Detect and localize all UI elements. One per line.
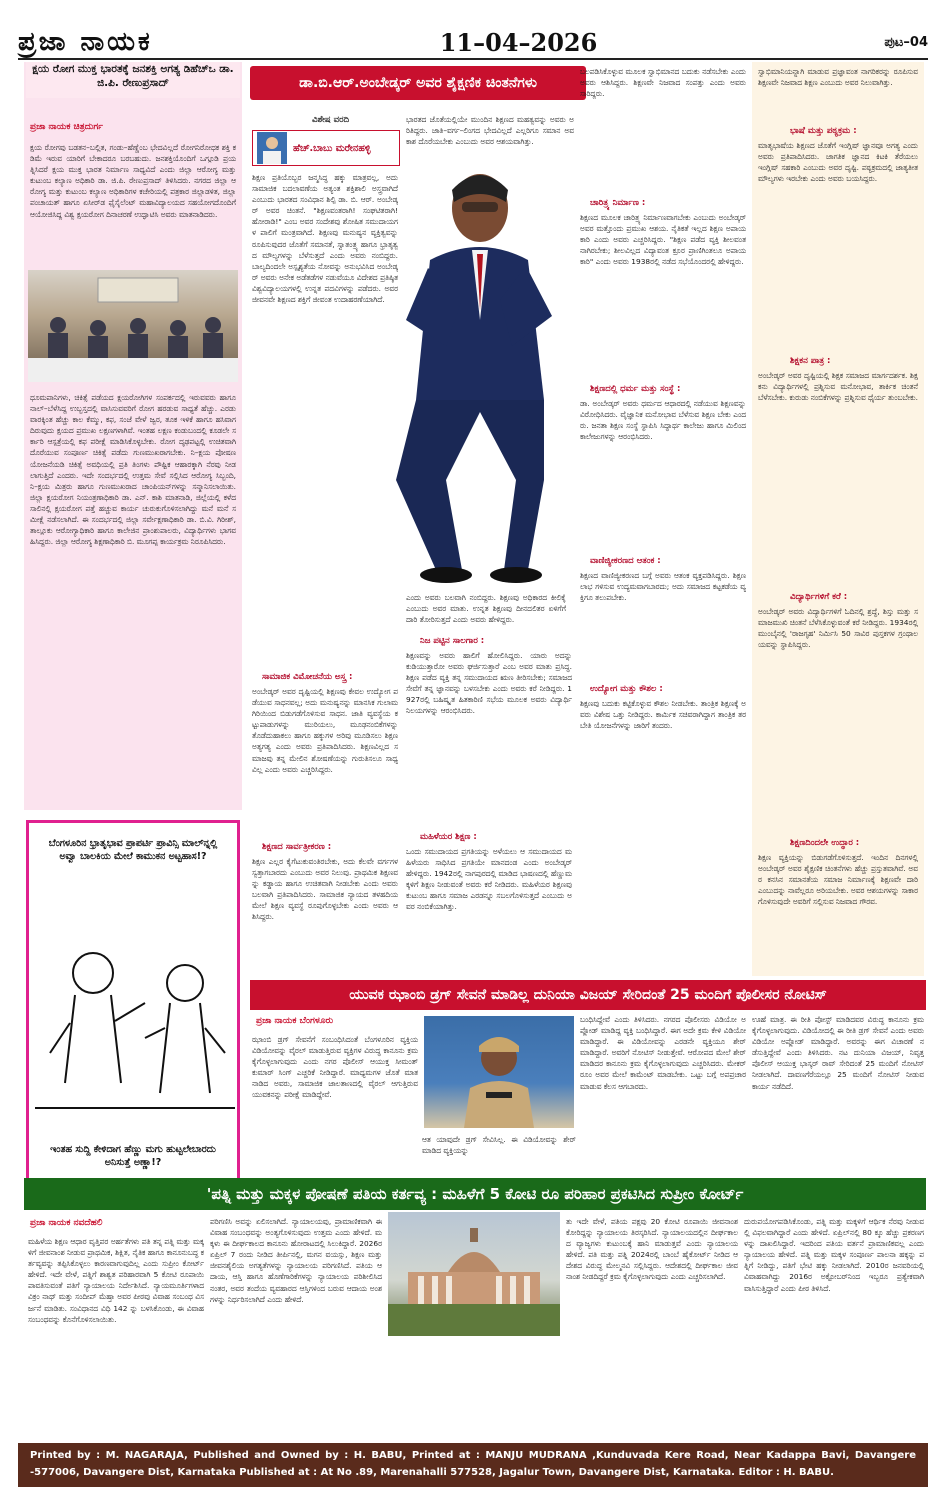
tb-body-para1: ಕ್ಷಯ ರೋಗವು ಬಡತನ–ಬಲ್ಲಿತ, ಗಂಡು–ಹೆಣ್ಣೆಂಬ ಭೇದವಿಲ್ಲದೆ ರೋಗನಿರೋಧಕ ಶಕ್ತಿ ಕಡಿಮೆ ಇರುವ ಯಾರಿಗೆ ಬೇಕಾದರೂ ಬರಬಹುದು. ಜನಶಕ್ತಿಯೊಂದಿಗೆ ಒಗ್ಗೂಡಿ ಪ್ರಯತ್ನಿಸಿದರೆ ಕ್ಷಯ ಮುಕ್ತ ಭಾರತ ನಿರ್ಮಾಣ ಸಾಧ್ಯವಿದೆ ಎಂದು ಜಿಲ್ಲಾ ಆರೋಗ್ಯ ಮತ್ತು ಕುಟುಂಬ ಕಲ್ಯಾಣ ಅಧಿಕಾರಿ ಡಾ. ಜಿ.ಪಿ. ರೇಣುಪ್ರಸಾದ್ ತಿಳಿಸಿದರು. ನಗರದ ಜಿಲ್ಲಾ ಆರೋಗ್ಯ ಮತ್ತು ಕುಟುಂಬ ಕಲ್ಯಾಣ ಅಧಿಕಾರಿಗಳ ಕಚೇರಿಯಲ್ಲಿ ಪತ್ರಕಾರ ಜಿಲ್ಲಾಡಳಿತ, ಜಿಲ್ಲಾ ಪಂಚಾಯತ್ ಹಾಗೂ ಏಸೀರ್‌ಡ ಫೈಸೈಲೆಂಟ್ ಮಹಾವಿದ್ಯಾಲಯದ ಸಹಯೋಗದೊಂದಿಗೆ ಆಯೋಜಿಸಿದ್ದ ವಿಶ್ವ ಕ್ಷಯರೋಗ ದಿನಾಚರಣೆ ಉದ್ಘಾಟಿಸಿ ಅವರು ಮಾತನಾಡಿದರು.	[30, 143, 236, 219]
ambedkar-col3-sub4: ಉದ್ಯೋಗ ಮತ್ತು ಕೌಶಲ :	[590, 684, 663, 694]
court-byline: ಪ್ರಜಾ ನಾಯಕ ನವದೆಹಲಿ	[30, 1218, 103, 1228]
ambedkar-col2-body: ಎಂದು ಅವರು ಬಲವಾಗಿ ನಂಬಿದ್ದರು. ಶಿಕ್ಷಣವು ಅಧಿಕಾರದ ಕೀಲಿಕೈ ಎಂಬುದು ಅವರ ಮಾತು. ಉನ್ನತ ಶಿಕ್ಷಣವು ದೀನದಲಿತರ ಏಳಿಗೆಗೆ ದಾರಿ ತೋರಿಸುತ್ತದೆ ಎಂದು ಅವರು ಹೇಳಿದ್ದರು.	[406, 593, 566, 625]
ambedkar-col3-top: ಬಲಪಡಿಸಿಕೊಳ್ಳುವ ಮೂಲಕ ಸ್ವಾಭಿಮಾನದ ಬದುಕು ನಡೆಸಬೇಕು ಎಂದು ಅವರು ಆಶಿಸಿದ್ದರು. ಶಿಕ್ಷಣವೇ ನಿಜವಾದ ಸಂಪತ್ತು ಎಂದು ಅವರು ಸಾರಿದ್ದರು.	[580, 67, 746, 99]
supreme-court-building-icon	[388, 1212, 560, 1336]
cartoon-caption-bottom: ಇಂತಹ ಸುದ್ದಿ ಕೇಳಿದಾಗ ಹೆಣ್ಣು ಮಗು ಹುಟ್ಟಲೇಬಾರದು ಅನಿಸುತ್ತೆ ಅಣ್ಣಾ!?	[50, 1144, 216, 1168]
ambedkar-col4-sub2: ಶಿಕ್ಷಕನ ಪಾತ್ರ :	[790, 356, 831, 366]
ambedkar-col1-sub2: ಶಿಕ್ಷಣದ ಸಾರ್ವತ್ರೀಕರಣ :	[262, 842, 332, 852]
tb-headline: ಕ್ಷಯ ರೋಗ ಮುಕ್ತ ಭಾರತಕ್ಕೆ ಜನಶಕ್ತಿ ಅಗತ್ಯ ಡಿಹೆಚ್‌ಒ ಡಾ. ಜಿ.ಪಿ. ರೇಣುಪ್ರಸಾದ್	[26, 62, 240, 98]
police-officer-icon	[424, 1016, 574, 1128]
court-col3: ತು ಇದೇ ವೇಳೆ, ಪತಿಯ ಪಕ್ಷವು 20 ಕೋಟಿ ರೂಪಾಯಿ ಜೀವನಾಂಶ ಕೋರಿದ್ದನ್ನು ನ್ಯಾಯಾಲಯ ತಿರಸ್ಕರಿಸಿದೆ. ನ್ಯಾಯಾಲಯದಲ್ಲಿನ ದೀರ್ಘಕಾಲದ ವ್ಯಾಜ್ಯಗಳು ಕುಟುಂಬಕ್ಕೆ ಹಾನಿ ಮಾಡುತ್ತವೆ ಎಂದು ನ್ಯಾಯಾಲಯ ಹೇಳಿದೆ. ಪತಿ ಮತ್ತು ಪತ್ನಿ 2024ರಲ್ಲಿ ಬಾಂಬೆ ಹೈಕೋರ್ಟ್ ನೀಡಿದ ಆದೇಶದ ವಿರುದ್ಧ ಮೇಲ್ಮನವಿ ಸಲ್ಲಿಸಿದ್ದರು. ಆದೇಶದಲ್ಲಿ ದೀರ್ಘಕಾಲ ಜೀವನಾಂಶ ನೀಡದಿದ್ದರೆ ಕ್ರಮ ಕೈಗೊಳ್ಳಲಾಗುವುದು ಎಂದು ಎಚ್ಚರಿಸಲಾಗಿದೆ.	[566, 1217, 738, 1282]
ambedkar-col2-sub2: ಮಹಿಳೆಯರ ಶಿಕ್ಷಣ :	[420, 832, 477, 842]
ambedkar-col2-sub1: ನಿಜ ಪಟ್ಟಿನ ಸಾಲಗಾರ :	[420, 636, 485, 646]
tb-byline: ಪ್ರಜಾ ನಾಯಕ ಚಿತ್ರದುರ್ಗ	[30, 122, 103, 132]
court-col4: ದುರುಪಯೋಗಪಡಿಸಿಕೊಂಡು, ಪತ್ನಿ ಮತ್ತು ಮಕ್ಕಳಿಗೆ ಆರ್ಥಿಕ ನೆರವು ನೀಡುವಲ್ಲಿ ವಿಫಲವಾಗಿದ್ದಾರೆ ಎಂದು ಹೇಳಿದೆ. ಏಪ್ರಿಲ್‌ನಲ್ಲಿ 80 ಕ್ಕೂ ಹೆಚ್ಚು ಪ್ರಕರಣಗಳನ್ನು ದಾಖಲಿಸಿದ್ದಾರೆ. ಇದರಿಂದ ಪತಿಯ ವರ್ತನೆ ಪ್ರಾಮಾಣಿಕವಲ್ಲ ಎಂದು ನ್ಯಾಯಾಲಯ ಹೇಳಿದೆ. ಪತ್ನಿ ಮತ್ತು ಮಕ್ಕಳ ಸಂಪೂರ್ಣ ಪಾಲನಾ ಹಕ್ಕನ್ನು ಪತ್ನಿಗೆ ನೀಡಿದ್ದು, ಪತಿಗೆ ಭೇಟಿ ಹಕ್ಕು ನೀಡಲಾಗಿದೆ. 2010ರ ಜನವರಿಯಲ್ಲಿ ವಿವಾಹವಾಗಿದ್ದು 2016ರ ಅಕ್ಟೋಬರ್‌ನಿಂದ ಇಬ್ಬರೂ ಪ್ರತ್ಯೇಕವಾಗಿ ವಾಸಿಸುತ್ತಿದ್ದಾರೆ ಎಂದು ಪೀಠ ತಿಳಿಸಿದೆ.	[744, 1217, 924, 1293]
tb-body-para2: ಧೂಮಪಾನಿಗಳು, ಚಿಕಿತ್ಸೆ ಪಡೆಯದ ಕ್ಷಯರೋಗಿಗಳ ಸಂಪರ್ಕದಲ್ಲಿ ಇರುವವರು ಹಾಗೂ ನಾಲ್–ಬೆಳೆಸಿದ್ದ ಉಬ್ಬಸ್ತದಲ್ಲಿ ವಾಸಿಸುವವರಿಗೆ ರೋಗ ಹರಡುವ ಸಾಧ್ಯತೆ ಹೆಚ್ಚು. ಎರಡು ವಾರಕ್ಕಿಂತ ಹೆಚ್ಚು ಕಾಲ ಕೆಮ್ಮು, ಕಫ, ಸಂಜೆ ವೇಳೆ ಜ್ವರ, ತೂಕ ಇಳಿಕೆ ಹಾಗೂ ಹಸಿವಾಗದಿರುವುದು ಕ್ಷಯದ ಪ್ರಮುಖ ಲಕ್ಷಣಗಳಾಗಿವೆ. ಇಂತಹ ಲಕ್ಷಣ ಕಂಡುಬಂದಲ್ಲಿ ಕೂಡಲೇ ಸರ್ಕಾರಿ ಆಸ್ಪತ್ರೆಯಲ್ಲಿ ಕಫ ಪರೀಕ್ಷೆ ಮಾಡಿಸಿಕೊಳ್ಳಬೇಕು. ರೋಗ ದೃಢಪಟ್ಟಲ್ಲಿ ಉಚಿತವಾಗಿ ದೊರೆಯುವ ಸಂಪೂರ್ಣ ಚಿಕಿತ್ಸೆ ಪಡೆದು ಗುಣಮುಖರಾಗಬೇಕು. ನಿ–ಕ್ಷಯ ಪೋಷಣ ಯೋಜನೆಯಡಿ ಚಿಕಿತ್ಸೆ ಅವಧಿಯಲ್ಲಿ ಪ್ರತಿ ತಿಂಗಳು ಪೌಷ್ಟಿಕ ಆಹಾರಕ್ಕಾಗಿ ನೆರವು ನೀಡಲಾಗುತ್ತಿದೆ ಎಂದರು. ಇದೇ ಸಂದರ್ಭದಲ್ಲಿ ಉತ್ತಮ ಸೇವೆ ಸಲ್ಲಿಸಿದ ಆರೋಗ್ಯ ಸಿಬ್ಬಂದಿ, ನಿ–ಕ್ಷಯ ಮಿತ್ರರು ಹಾಗೂ ಗುಣಮುಖರಾದ ಚಾಂಪಿಯನ್‌ಗಳನ್ನು ಸನ್ಮಾನಿಸಲಾಯಿತು. ಜಿಲ್ಲಾ ಕ್ಷಯರೋಗ ನಿಯಂತ್ರಣಾಧಿಕಾರಿ ಡಾ. ಎನ್. ಕಾಶಿ ಮಾತನಾಡಿ, ಜಿಲ್ಲೆಯಲ್ಲಿ ಕಳೆದ ಸಾಲಿನಲ್ಲಿ ಕ್ಷಯರೋಗ ಪತ್ತೆ ಹಚ್ಚುವ ಕಾರ್ಯ ಚುರುಕುಗೊಳಿಸಲಾಗಿದ್ದು ಮನೆ ಮನೆ ಸಮೀಕ್ಷೆ ನಡೆಸಲಾಗಿದೆ. ಈ ಸಂದರ್ಭದಲ್ಲಿ ಜಿಲ್ಲಾ ಸರ್ವೇಕ್ಷಣಾಧಿಕಾರಿ ಡಾ. ಬಿ.ವಿ. ಗಿರೀಶ್, ತಾಲ್ಲೂಕು ಆರೋಗ್ಯಾಧಿಕಾರಿ ಹಾಗೂ ಕಾಲೇಜಿನ ಪ್ರಾಂಶುಪಾಲರು, ವಿದ್ಯಾರ್ಥಿಗಳು ಭಾಗವಹಿಸಿದ್ದರು. ಜಿಲ್ಲಾ ಆರೋಗ್ಯ ಶಿಕ್ಷಣಾಧಿಕಾರಿ ಬಿ. ಮೂಗಪ್ಪ ಕಾರ್ಯಕ್ರಮ ನಿರೂಪಿಸಿದರು.	[30, 393, 236, 547]
ambedkar-col1-sub1: ಸಾಮಾಜಿಕ ವಿಮೋಚನೆಯ ಅಸ್ತ್ರ :	[262, 672, 353, 682]
ambedkar-col3-sub1: ಚಾರಿತ್ರ್ಯ ನಿರ್ಮಾಣ :	[590, 198, 646, 208]
police-photo	[424, 1016, 574, 1128]
ambedkar-col3-sub3: ವಾಣಿಜ್ಯೀಕರಣದ ಆತಂಕ :	[590, 556, 661, 566]
drug-headline: ಯುವಕ ಝಾಂಬಿ ಡ್ರಗ್ ಸೇವನೆ ಮಾಡಿಲ್ಲ ದುನಿಯಾ ವಿಜಯ್ ಸೇರಿದಂತೆ 25 ಮಂದಿಗೆ ಪೊಲೀಸರ ನೋಟಿಸ್	[250, 980, 926, 1010]
author-name: ಹೆಚ್.ಬಾಬು ಮರೇನಹಳ್ಳಿ	[293, 142, 371, 154]
ambedkar-col4-body4: ಶಿಕ್ಷಣ ವ್ಯಕ್ತಿಯನ್ನು ಬಿಡುಗಡೆಗೊಳಿಸುತ್ತದೆ. ಇಂದಿನ ದಿನಗಳಲ್ಲಿ ಅಂಬೇಡ್ಕರ್ ಅವರ ಶೈಕ್ಷಣಿಕ ಚಿಂತನೆಗಳು ಹೆಚ್ಚು ಪ್ರಸ್ತುತವಾಗಿವೆ. ಅವರ ಕನಸಿನ ಸಮಾನತೆಯ ಸಮಾಜ ನಿರ್ಮಾಣಕ್ಕೆ ಶಿಕ್ಷಣವೇ ದಾರಿ ಎಂಬುದನ್ನು ನಾವೆಲ್ಲರೂ ಅರಿಯಬೇಕು. ಅವರ ಆಶಯಗಳನ್ನು ಸಾಕಾರಗೊಳಿಸುವುದೇ ಅವರಿಗೆ ಸಲ್ಲಿಸುವ ನಿಜವಾದ ಗೌರವ.	[758, 853, 918, 907]
cartoon-figures-icon	[35, 903, 235, 1123]
court-headline: 'ಪತ್ನಿ ಮತ್ತು ಮಕ್ಕಳ ಪೋಷಣೆ ಪತಿಯ ಕರ್ತವ್ಯ : ಮಹಿಳೆಗೆ 5 ಕೋಟಿ ರೂ ಪರಿಹಾರ ಪ್ರಕಟಿಸಿದ ಸುಪ್ರೀಂ ಕೋರ್ಟ್	[24, 1178, 926, 1210]
newspaper-name: ಪ್ರಜಾ ನಾಯಕ	[18, 26, 153, 57]
ambedkar-col4-body2: ಅಂಬೇಡ್ಕರ್ ಅವರ ದೃಷ್ಟಿಯಲ್ಲಿ ಶಿಕ್ಷಕ ಸಮಾಜದ ಮಾರ್ಗದರ್ಶಕ. ಶಿಕ್ಷಕನು ವಿದ್ಯಾರ್ಥಿಗಳಲ್ಲಿ ಪ್ರಶ್ನಿಸುವ ಮನೋಭಾವ, ತಾರ್ಕಿಕ ಚಿಂತನೆ ಬೆಳೆಸಬೇಕು. ಕುರುಡು ನಂಬಿಕೆಗಳನ್ನು ಪ್ರಶ್ನಿಸುವ ಧೈರ್ಯ ತುಂಬಬೇಕು.	[758, 371, 918, 403]
ambedkar-col3-body4: ಶಿಕ್ಷಣವು ಬದುಕು ಕಟ್ಟಿಕೊಳ್ಳುವ ಕೌಶಲ ನೀಡಬೇಕು. ತಾಂತ್ರಿಕ ಶಿಕ್ಷಣಕ್ಕೆ ಅವರು ವಿಶೇಷ ಒತ್ತು ನೀಡಿದ್ದರು. ಕಾರ್ಮಿಕ ಸಚಿವರಾಗಿದ್ದಾಗ ತಾಂತ್ರಿಕ ತರಬೇತಿ ಯೋಜನೆಗಳನ್ನು ಜಾರಿಗೆ ತಂದರು.	[580, 699, 746, 731]
author-avatar-icon	[257, 132, 287, 164]
ambedkar-col1-body2: ಶಿಕ್ಷಣ ಎಲ್ಲರ ಕೈಗೆಟುಕುವಂತಿರಬೇಕು, ಅದು ಕೆಲವೇ ವರ್ಗಗಳ ಸ್ವತ್ತಾಗಬಾರದು ಎಂಬುದು ಅವರ ನಿಲುವು. ಪ್ರಾಥಮಿಕ ಶಿಕ್ಷಣವನ್ನು ಕಡ್ಡಾಯ ಹಾಗೂ ಉಚಿತವಾಗಿ ನೀಡಬೇಕು ಎಂದು ಅವರು ಬಲವಾಗಿ ಪ್ರತಿಪಾದಿಸಿದರು. ಸಾಮಾಜಿಕ ನ್ಯಾಯದ ತಳಹದಿಯ ಮೇಲೆ ಶಿಕ್ಷಣ ವ್ಯವಸ್ಥೆ ರೂಪುಗೊಳ್ಳಬೇಕು ಎಂದು ಅವರು ಆಶಿಸಿದ್ದರು.	[252, 857, 398, 922]
ambedkar-col4-sub4: ಶಿಕ್ಷಣದಿಂದಲೇ ಉದ್ಧಾರ :	[790, 838, 860, 848]
ambedkar-col2-top: ಭಾರತದ ಜೊತೆಯಲ್ಲಿಯೇ ಮುಂದಿನ ಶಿಕ್ಷಣದ ಮಹತ್ವವನ್ನು ಅವರು ಅರಿತಿದ್ದರು. ಜಾತಿ–ವರ್ಗ–ಲಿಂಗದ ಭೇದವಿಲ್ಲದೆ ಎಲ್ಲರಿಗೂ ಸಮಾನ ಅವಕಾಶ ದೊರೆಯಬೇಕು ಎಂಬುದು ಅವರ ಆಶಯವಾಗಿತ್ತು.	[406, 115, 574, 147]
masthead	[18, 26, 928, 60]
court-col1: ಮಹಿಳೆಯ ಶಿಕ್ಷಣ ಆಧಾರ ವೃತ್ತಿಪರ ಅರ್ಹತೆಗಳು ಪತಿ ತನ್ನ ಪತ್ನಿ ಮತ್ತು ಮಕ್ಕಳಿಗೆ ಜೀವನಾಂಶ ನೀಡುವ ಪ್ರಾಥಮಿಕ, ಶಿಕ್ಷಿತ, ನೈತಿಕ ಹಾಗೂ ಕಾನೂನುಬದ್ಧ ಕರ್ತವ್ಯವನ್ನು ತಪ್ಪಿಸಿಕೊಳ್ಳಲು ಕಾರಣವಾಗುವುದಿಲ್ಲ ಎಂದು ಸುಪ್ರೀಂ ಕೋರ್ಟ್ ಹೇಳಿದೆ. ಇದೇ ವೇಳೆ, ಪತ್ನಿಗೆ ಶಾಶ್ವತ ಪರಿಹಾರವಾಗಿ 5 ಕೋಟಿ ರೂಪಾಯಿ ಪಾವತಿಸುವಂತೆ ಪತಿಗೆ ನ್ಯಾಯಾಲಯ ನಿರ್ದೇಶಿಸಿದೆ. ನ್ಯಾಯಮೂರ್ತಿಗಳಾದ ವಿಕ್ರಂ ನಾಥ್ ಮತ್ತು ಸಂದೀಪ್ ಮೆಹ್ತಾ ಅವರ ಪೀಠವು ವಿವಾಹ ಸಂಬಂಧ ವಿಸರ್ಜನೆ ಮಾಡಿತು. ಸಂವಿಧಾನದ ವಿಧಿ 142 ನ್ನು ಬಳಸಿಕೊಂಡು, ಈ ವಿವಾಹ ಸಂಬಂಧವನ್ನು ಕೊನೆಗೊಳಿಸಲಾಯಿತು.	[28, 1237, 204, 1324]
ambedkar-col3-sub2: ಶಿಕ್ಷಣದಲ್ಲಿ ಧರ್ಮ ಮತ್ತು ಸಂಸ್ಥೆ :	[590, 384, 681, 394]
drug-photo-caption: ಆತ ಯಾವುದೇ ಡ್ರಗ್ ಸೇವಿಸಿಲ್ಲ. ಈ ವಿಡಿಯೋವನ್ನು ಶೇರ್ ಮಾಡಿದ ವ್ಯಕ್ತಿಯನ್ನು	[422, 1135, 576, 1156]
ambedkar-col3-body3: ಶಿಕ್ಷಣದ ವಾಣಿಜ್ಯೀಕರಣದ ಬಗ್ಗೆ ಅವರು ಆತಂಕ ವ್ಯಕ್ತಪಡಿಸಿದ್ದರು. ಶಿಕ್ಷಣ ಲಾಭ ಗಳಿಸುವ ಉದ್ಯಮವಾಗಬಾರದು; ಅದು ಸಮಾಜದ ಕಟ್ಟಕಡೆಯ ವ್ಯಕ್ತಿಗೂ ತಲುಪಬೇಕು.	[580, 571, 746, 603]
imprint-footer: Printed by : M. NAGARAJA, Published and Owned by : H. BABU, Printed at : MANJU MUDRANA ,Kunduvada Kere Road, Near Kadappa Bavi, Davangere -577006, Davangere Dist, Karnataka Published at : At No .89, Marenahalli 577528, Jagalur Town, Davangere Dist, Karnataka. Editor : H. BABU.	[18, 1443, 928, 1487]
drug-col2: ಬಂಧಿಸಿದ್ದೇವೆ ಎಂದು ತಿಳಿಸಿದರು. ನಗರದ ಪೊಲೀಸರು ವಿಡಿಯೋ ಅಪ್ಲೋಡ್ ಮಾಡಿದ್ದ ವ್ಯಕ್ತಿ ಬಂಧಿಸಿದ್ದಾರೆ. ಈಗ ಅದೇ ಕ್ರಮ ಕೇಳಿ ವಿಡಿಯೋ ಮಾಡಿದ್ದಾರೆ. ಈ ವಿಡಿಯೋವನ್ನು ಎರಡನೇ ವ್ಯಕ್ತಿಯೂ ಶೇರ್ ಮಾಡಿದ್ದಾರೆ. ಅವರಿಗೆ ನೋಟಿಸ್ ನೀಡುತ್ತೇವೆ. ಆರೋಪದ ಮೇಲೆ ಶೇರ್ ಮಾಡಿದರ ಕಾನೂನು ಕ್ರಮ ಕೈಗೊಳ್ಳಲಾಗುವುದು ಎಚ್ಚರಿಸಿದರು. ಮೇಕರ್ ರೂಂ ಅವರ ಮೇಲೆ ಕಾಮೆಂಟ್ ಮಾಡಬೇಕು. ಒಟ್ಟು ಬಗ್ಗೆ ಅಪಪ್ರಚಾರ ಮಾಡುವ ಕೆಲಸ ಆಗಬಾರದು.	[580, 1015, 746, 1091]
drug-byline: ಪ್ರಜಾ ನಾಯಕ ಬೆಂಗಳೂರು	[256, 1016, 334, 1026]
ambedkar-kicker: ವಿಶೇಷ ವರದಿ	[312, 115, 350, 125]
court-col2: ಪರಿಗಣಿಸಿ ಅವನ್ನು ಏಲಿಸಲಾಗಿದೆ. ನ್ಯಾಯಾಲಯವು, ಪ್ರಾಮಾಣಿಕವಾಗಿ ಈ ವಿವಾಹ ಸಂಬಂಧವನ್ನು ಅಂತ್ಯಗೊಳಿಸುವುದು ಉತ್ತಮ ಎಂದು ಹೇಳಿದೆ. ಮಕ್ಕಳು ಈ ದೀರ್ಘಕಾಲದ ಕಾನೂನು ಹೋರಾಟದಲ್ಲಿ ಸಿಲುಕಿದ್ದಾರೆ. 2026ರ ಏಪ್ರಿಲ್ 7 ರಂದು ನೀಡಿದ ತೀರ್ಪಿನಲ್ಲಿ, ಮಗನ ವಯಸ್ಸು, ಶಿಕ್ಷಣ ಮತ್ತು ಜೀವನಶೈಲಿಯ ಅಗತ್ಯತೆಗಳನ್ನು ನ್ಯಾಯಾಲಯ ಪರಿಗಣಿಸಿದೆ. ಪತಿಯ ಆದಾಯ, ಆಸ್ತಿ ಹಾಗೂ ಹೊಣೆಗಾರಿಕೆಗಳನ್ನು ನ್ಯಾಯಾಲಯ ಪರಿಶೀಲಿಸಿದ ನಂತರ, ಅವರ ತಂದೆಯ ವ್ಯವಹಾರದ ಆಸ್ತಿಗಳಿಂದ ಬರುವ ಆದಾಯ ಅಂಶಗಳನ್ನು ನಿರ್ಧರಿಸಲಾಗಿದೆ ಎಂದು ಹೇಳಿದೆ.	[210, 1217, 382, 1304]
ambedkar-col3-body2: ಡಾ. ಅಂಬೇಡ್ಕರ್ ಅವರು ಧರ್ಮದ ಆಧಾರದಲ್ಲಿ ನಡೆಯುವ ಶಿಕ್ಷಣವನ್ನು ವಿರೋಧಿಸಿದರು. ವೈಜ್ಞಾನಿಕ ಮನೋಭಾವ ಬೆಳೆಸುವ ಶಿಕ್ಷಣ ಬೇಕು ಎಂದರು. ಜನತಾ ಶಿಕ್ಷಣ ಸಂಸ್ಥೆ ಸ್ಥಾಪಿಸಿ ಸಿದ್ಧಾರ್ಥ ಕಾಲೇಜು ಹಾಗೂ ಮಿಲಿಂದ ಕಾಲೇಜುಗಳನ್ನು ಆರಂಭಿಸಿದರು.	[580, 399, 746, 442]
issue-date: 11–04–2026	[439, 27, 598, 57]
page-number: ಪುಟ–04	[884, 34, 928, 50]
ambedkar-col4-top: ಸ್ವಾಭಿಮಾನಿಯನ್ನಾಗಿ ಮಾಡುವ ಪ್ರಜ್ಞಾವಂತ ನಾಗರಿಕರನ್ನು ರೂಪಿಸುವ ಶಿಕ್ಷಣವೇ ನಿಜವಾದ ಶಿಕ್ಷಣ ಎಂಬುದು ಅವರ ನಿಲುವಾಗಿತ್ತು.	[758, 67, 918, 88]
ambedkar-col4-body3: ಅಂಬೇಡ್ಕರ್ ಅವರು ವಿದ್ಯಾರ್ಥಿಗಳಿಗೆ ಓದಿನಲ್ಲಿ ಶ್ರದ್ಧೆ, ಶಿಸ್ತು ಮತ್ತು ಸಮಾಜಮುಖಿ ಚಿಂತನೆ ಬೆಳೆಸಿಕೊಳ್ಳುವಂತೆ ಕರೆ ನೀಡಿದ್ದರು. 1934ರಲ್ಲಿ ಮುಂಬೈನಲ್ಲಿ 'ರಾಜಗೃಹ' ನಿರ್ಮಿಸಿ 50 ಸಾವಿರ ಪುಸ್ತಕಗಳ ಗ್ರಂಥಾಲಯವನ್ನು ಸ್ಥಾಪಿಸಿದ್ದರು.	[758, 607, 918, 650]
drug-col1: ಝಾಂಬಿ ಡ್ರಗ್ ಸೇವನೆಗೆ ಸಂಬಂಧಿಸಿದಂತೆ ಬೆಂಗಳೂರಿನ ವ್ಯಕ್ತಿಯ ವಿಡಿಯೋವನ್ನು ವೈರಲ್ ಮಾಡುತ್ತಿರುವ ವ್ಯಕ್ತಿಗಳ ವಿರುದ್ಧ ಕಾನೂನು ಕ್ರಮ ಕೈಗೊಳ್ಳಲಾಗುವುದು ಎಂದು ನಗರ ಪೊಲೀಸ್ ಆಯುಕ್ತ ಸೀಮಂತ್ ಕುಮಾರ್ ಸಿಂಗ್ ಎಚ್ಚರಿಕೆ ನೀಡಿದ್ದಾರೆ. ಮಾಧ್ಯಮಗಳ ಜೊತೆ ಮಾತನಾಡಿದ ಅವರು, ಸಾಮಾಜಿಕ ಜಾಲತಾಣದಲ್ಲಿ ವೈರಲ್ ಆಗುತ್ತಿರುವ ಯುವಕನನ್ನು ಪರೀಕ್ಷೆ ಮಾಡಿದ್ದೇವೆ.	[252, 1035, 418, 1100]
court-photo	[388, 1212, 560, 1336]
ambedkar-col4-sub3: ವಿದ್ಯಾರ್ಥಿಗಳಿಗೆ ಕರೆ :	[790, 592, 848, 602]
ambedkar-col2-body1: ಶಿಕ್ಷಣವನ್ನು ಅವರು ಹಾಲಿಗೆ ಹೋಲಿಸಿದ್ದರು. ಯಾರು ಅದನ್ನು ಕುಡಿಯುತ್ತಾರೋ ಅವರು ಘರ್ಜಿಸುತ್ತಾರೆ ಎಂಬ ಅವರ ಮಾತು ಪ್ರಸಿದ್ಧ. ಶಿಕ್ಷಣ ಪಡೆದ ವ್ಯಕ್ತಿ ತನ್ನ ಸಮುದಾಯದ ಋಣ ತೀರಿಸಬೇಕು; ಸಮಾಜದ ಸೇವೆಗೆ ತನ್ನ ಜ್ಞಾನವನ್ನು ಬಳಸಬೇಕು ಎಂದು ಅವರು ಕರೆ ನೀಡಿದ್ದರು. 1927ರಲ್ಲಿ ಬಹಿಷ್ಕೃತ ಹಿತಕಾರಿಣಿ ಸಭೆಯ ಮೂಲಕ ಅವರು ವಿದ್ಯಾರ್ಥಿ ನಿಲಯಗಳನ್ನು ಆರಂಭಿಸಿದರು.	[406, 651, 572, 716]
ambedkar-col3-body1: ಶಿಕ್ಷಣದ ಮೂಲಕ ಚಾರಿತ್ರ್ಯ ನಿರ್ಮಾಣವಾಗಬೇಕು ಎಂಬುದು ಅಂಬೇಡ್ಕರ್ ಅವರ ಮತ್ತೊಂದು ಪ್ರಮುಖ ಆಶಯ. ನೈತಿಕತೆ ಇಲ್ಲದ ಶಿಕ್ಷಣ ಅಪಾಯಕಾರಿ ಎಂದು ಅವರು ಎಚ್ಚರಿಸಿದ್ದರು. "ಶಿಕ್ಷಣ ಪಡೆದ ವ್ಯಕ್ತಿ ಶೀಲವಂತನಾಗಿರಬೇಕು; ಶೀಲವಿಲ್ಲದ ವಿದ್ಯಾವಂತ ಕ್ರೂರ ಪ್ರಾಣಿಗಿಂತಲೂ ಅಪಾಯಕಾರಿ" ಎಂದು ಅವರು 1938ರಲ್ಲಿ ನಡೆದ ಸಭೆಯೊಂದರಲ್ಲಿ ಹೇಳಿದ್ದರು.	[580, 213, 746, 267]
ambedkar-col4-body1: ಮಾತೃಭಾಷೆಯ ಶಿಕ್ಷಣದ ಜೊತೆಗೆ ಇಂಗ್ಲಿಷ್ ಜ್ಞಾನವೂ ಅಗತ್ಯ ಎಂದು ಅವರು ಪ್ರತಿಪಾದಿಸಿದರು. ಜಾಗತಿಕ ಜ್ಞಾನದ ಕಿಟಕಿ ತೆರೆಯಲು ಇಂಗ್ಲಿಷ್ ಸಹಕಾರಿ ಎಂಬುದು ಅವರ ದೃಷ್ಟಿ. ಪಠ್ಯಕ್ರಮದಲ್ಲಿ ಜಾತ್ಯತೀತ ಮೌಲ್ಯಗಳು ಇರಬೇಕು ಎಂದು ಅವರು ಬಯಸಿದ್ದರು.	[758, 141, 918, 184]
ambedkar-col4-sub1: ಭಾಷೆ ಮತ್ತು ಪಠ್ಯಕ್ರಮ :	[790, 126, 857, 136]
ambedkar-figure-icon	[376, 150, 576, 590]
ambedkar-headline: ಡಾ.ಬಿ.ಆರ್.ಅಂಬೇಡ್ಕರ್ ಅವರ ಶೈಕ್ಷಣಿಕ ಚಿಂತನೆಗಳು	[250, 66, 586, 100]
ambedkar-col1-intro: ಶಿಕ್ಷಣ ಪ್ರತಿಯೊಬ್ಬರ ಜನ್ಮಸಿದ್ಧ ಹಕ್ಕು ಮಾತ್ರವಲ್ಲ, ಅದು ಸಾಮಾಜಿಕ ಬದಲಾವಣೆಯ ಅತ್ಯಂತ ಶಕ್ತಿಶಾಲಿ ಅಸ್ತ್ರವಾಗಿದೆ ಎಂಬುದು ಭಾರತದ ಸಂವಿಧಾನ ಶಿಲ್ಪಿ ಡಾ. ಬಿ. ಆರ್. ಅಂಬೇಡ್ಕರ್ ಅವರ ಚಿಂತನೆ. "ಶಿಕ್ಷಣವಂತರಾಗಿ! ಸಂಘಟಿತರಾಗಿ! ಹೋರಾಡಿ!" ಎಂಬ ಅವರ ಸಂದೇಶವು ಶೋಷಿತ ಸಮುದಾಯಗಳ ಪಾಲಿಗೆ ಮಂತ್ರವಾಗಿದೆ. ಶಿಕ್ಷಣವು ಮನುಷ್ಯನ ವ್ಯಕ್ತಿತ್ವವನ್ನು ರೂಪಿಸುವುದರ ಜೊತೆಗೆ ಸಮಾನತೆ, ಸ್ವಾತಂತ್ರ್ಯ ಹಾಗೂ ಭ್ರಾತೃತ್ವದ ಮೌಲ್ಯಗಳನ್ನು ಬೆಳೆಸುತ್ತದೆ ಎಂದು ಅವರು ನಂಬಿದ್ದರು. ಬಾಲ್ಯದಿಂದಲೇ ಅಸ್ಪೃಶ್ಯತೆಯ ನೋವನ್ನು ಅನುಭವಿಸಿದ ಅಂಬೇಡ್ಕರ್ ಅವರು ಅನೇಕ ಅಡೆತಡೆಗಳ ನಡುವೆಯೂ ವಿದೇಶದ ಪ್ರತಿಷ್ಠಿತ ವಿಶ್ವವಿದ್ಯಾಲಯಗಳಲ್ಲಿ ಉನ್ನತ ಪದವಿಗಳನ್ನು ಪಡೆದರು. ಅವರ ಜೀವನವೇ ಶಿಕ್ಷಣದ ಶಕ್ತಿಗೆ ಜೀವಂತ ಉದಾಹರಣೆಯಾಗಿದೆ.	[252, 173, 398, 305]
meeting-photo-icon	[28, 270, 238, 382]
drug-col3: ಊಹೆ ಮಾತ್ರ. ಈ ರೀತಿ ಪೋಸ್ಟ್ ಮಾಡಿದವರ ವಿರುದ್ಧ ಕಾನೂನು ಕ್ರಮ ಕೈಗೊಳ್ಳಲಾಗುವುದು. ವಿಡಿಯೋದಲ್ಲಿ ಈ ರೀತಿ ಡ್ರಗ್ ಸೇವನೆ ಎಂದು ಅವರು ವಿಡಿಯೋ ಅಪ್ಲೋಡ್ ಮಾಡಿದ್ದಾರೆ. ಅವರನ್ನು ಈಗ ವಿಚಾರಣೆ ನಡೆಸುತ್ತಿದ್ದೇವೆ ಎಂದು ತಿಳಿಸಿದರು. ನಟ ದುನಿಯಾ ವಿಜಯ್, ನಿವೃತ್ತ ಪೊಲೀಸ್ ಆಯುಕ್ತ ಭಾಸ್ಕರ್ ರಾವ್ ಸೇರಿದಂತೆ 25 ಮಂದಿಗೆ ನೋಟಿಸ್ ನೀಡಲಾಗಿದೆ. ದಾವಣಗೆರೆಯಲ್ಲೂ 25 ಮಂದಿಗೆ ನೋಟಿಸ್ ನೀಡುವ ಕಾರ್ಯ ನಡೆದಿದೆ.	[752, 1015, 924, 1091]
ambedkar-col2-body2: ಒಂದು ಸಮುದಾಯದ ಪ್ರಗತಿಯನ್ನು ಅಳೆಯಲು ಆ ಸಮುದಾಯದ ಮಹಿಳೆಯರು ಸಾಧಿಸಿದ ಪ್ರಗತಿಯೇ ಮಾನದಂಡ ಎಂದು ಅಂಬೇಡ್ಕರ್ ಹೇಳಿದ್ದರು. 1942ರಲ್ಲಿ ನಾಗಪುರದಲ್ಲಿ ಮಾಡಿದ ಭಾಷಣದಲ್ಲಿ ಹೆಣ್ಣುಮಕ್ಕಳಿಗೆ ಶಿಕ್ಷಣ ನೀಡುವಂತೆ ಅವರು ಕರೆ ನೀಡಿದರು. ಮಹಿಳೆಯರ ಶಿಕ್ಷಣವು ಕುಟುಂಬ ಹಾಗೂ ಸಮಾಜ ಎರಡನ್ನೂ ಸಬಲಗೊಳಿಸುತ್ತದೆ ಎಂಬುದು ಅವರ ನಂಬಿಕೆಯಾಗಿತ್ತು.	[406, 847, 572, 912]
cartoon-caption-top: ಬೆಂಗಳೂರಿನ ಭ್ರಾತೃಭಾವ ಪ್ರಾಪರ್ಟಿ ಪ್ರಾವಿನ್ಸಿ ಮಾಲ್‌ನ್ನಲ್ಲಿ ಅವ್ವಾ ಬಾಲಕಿಯ ಮೇಲೆ ಕಾಮುಕನ ಅಟ್ಟಹಾಸ!?	[48, 838, 218, 862]
meeting-photo	[28, 270, 238, 382]
ambedkar-col1-body1: ಅಂಬೇಡ್ಕರ್ ಅವರ ದೃಷ್ಟಿಯಲ್ಲಿ ಶಿಕ್ಷಣವು ಕೇವಲ ಉದ್ಯೋಗ ಪಡೆಯುವ ಸಾಧನವಲ್ಲ; ಅದು ಮನುಷ್ಯನನ್ನು ಮಾನಸಿಕ ಗುಲಾಮಗಿರಿಯಿಂದ ಬಿಡುಗಡೆಗೊಳಿಸುವ ಸಾಧನ. ಜಾತಿ ವ್ಯವಸ್ಥೆಯ ಕಟ್ಟುಪಾಡುಗಳನ್ನು ಮುರಿಯಲು, ಮೂಢನಂಬಿಕೆಗಳನ್ನು ತೊಡೆದುಹಾಕಲು ಹಾಗೂ ಹಕ್ಕುಗಳ ಅರಿವು ಮೂಡಿಸಲು ಶಿಕ್ಷಣ ಅತ್ಯಗತ್ಯ ಎಂದು ಅವರು ಪ್ರತಿಪಾದಿಸಿದರು. ಶಿಕ್ಷಣವಿಲ್ಲದ ಸಮಾಜವು ತನ್ನ ಮೇಲಿನ ಶೋಷಣೆಯನ್ನು ಗುರುತಿಸಲೂ ಸಾಧ್ಯವಿಲ್ಲ ಎಂದು ಅವರು ಎಚ್ಚರಿಸಿದ್ದರು.	[252, 687, 398, 774]
cartoon-panel	[26, 820, 240, 1192]
